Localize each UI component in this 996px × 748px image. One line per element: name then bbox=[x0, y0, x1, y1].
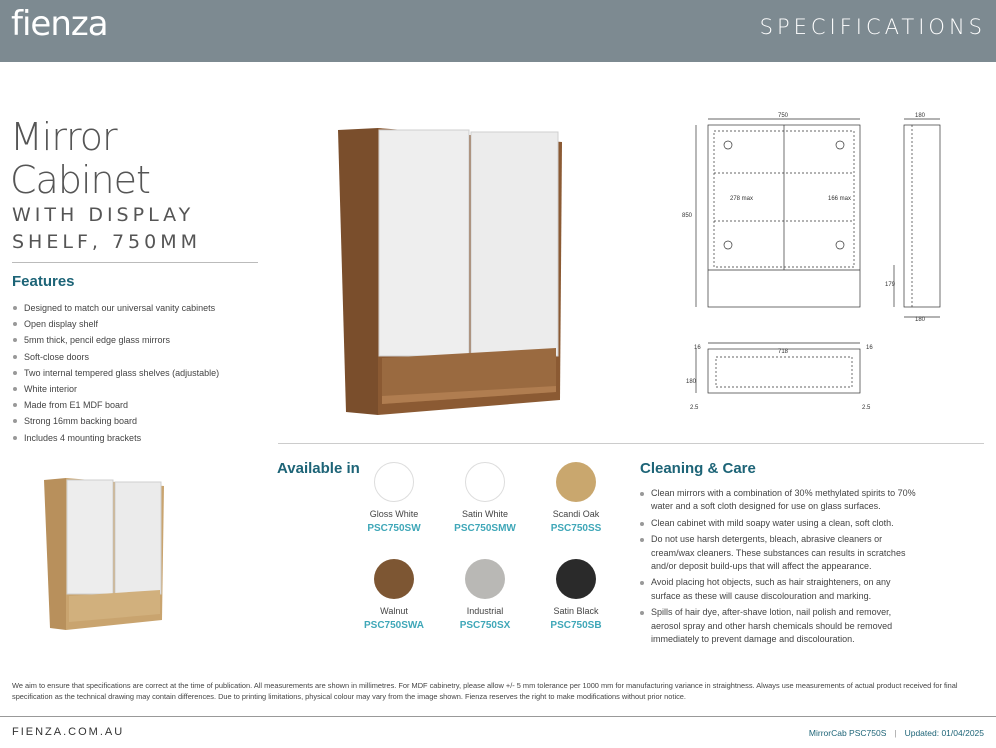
care-item: Avoid placing hot objects, such as hair straighteners, on any surface as these will cause discolouration and marking. bbox=[640, 576, 920, 603]
swatch-satin-white[interactable] bbox=[435, 462, 535, 534]
feature-item: Soft-close doors bbox=[12, 349, 219, 365]
product-image-oak bbox=[40, 474, 170, 634]
dim-180-top: 180 bbox=[915, 113, 926, 119]
color-swatch bbox=[374, 462, 414, 502]
product-code: MirrorCab PSC750S bbox=[808, 728, 887, 738]
feature-item: Includes 4 mounting brackets bbox=[12, 430, 219, 446]
title-line-2: Cabinet bbox=[10, 158, 150, 202]
swatch-code: PSC750SX bbox=[459, 620, 511, 631]
swatch-code: PSC750SS bbox=[550, 523, 602, 534]
available-heading: Available in bbox=[277, 460, 360, 477]
dim-166: 166 max bbox=[828, 196, 852, 202]
feature-item: Open display shelf bbox=[12, 316, 219, 332]
header-bar bbox=[0, 0, 996, 62]
swatch-name: Satin Black bbox=[553, 606, 599, 616]
dim-2-5-left: 2.5 bbox=[690, 405, 699, 411]
technical-drawing bbox=[680, 105, 950, 415]
disclaimer: We aim to ensure that specifications are correct at the time of publication. All measurements are shown in millimetres. For MDF cabinetry, please allow +/- 5 mm tolerance per 1000 mm for manufacturing variance in straightness. Always use measurements of actual product received for final specification as the technical drawing may contain differences. Due to printing limitations, physical colour may vary from the image shown. Fienza reserves the right to make modifications without prior notice. bbox=[12, 681, 958, 701]
care-heading: Cleaning & Care bbox=[640, 460, 756, 477]
swatch-name: Industrial bbox=[466, 606, 504, 616]
section-title: SPECIFICATIONS bbox=[759, 15, 986, 39]
dim-2-5-right: 2.5 bbox=[862, 405, 871, 411]
dim-850: 850 bbox=[682, 213, 693, 219]
care-item: Clean cabinet with mild soapy water using a clean, soft cloth. bbox=[640, 517, 920, 530]
swatch-satin-black[interactable] bbox=[526, 559, 626, 631]
fienza-logo[interactable]: fienza bbox=[11, 4, 108, 44]
divider bbox=[12, 262, 258, 263]
website-link[interactable]: FIENZA.COM.AU bbox=[12, 726, 125, 738]
feature-item: 5mm thick, pencil edge glass mirrors bbox=[12, 332, 219, 348]
title-line-4: SHELF, 750MM bbox=[12, 231, 201, 253]
dim-180-bottom: 180 bbox=[915, 317, 926, 323]
dim-750: 750 bbox=[778, 113, 789, 119]
product-image-walnut bbox=[330, 120, 570, 420]
care-item: Do not use harsh detergents, bleach, abrasive cleaners or cream/wax cleaners. These substances can results in scratches and/or deposit build-ups that will affect the appearance. bbox=[640, 533, 920, 573]
color-swatch bbox=[465, 462, 505, 502]
color-swatch bbox=[465, 559, 505, 599]
feature-item: Two internal tempered glass shelves (adjustable) bbox=[12, 365, 219, 381]
title-line-1: Mirror bbox=[10, 115, 117, 159]
title-line-3: WITH DISPLAY bbox=[12, 204, 195, 226]
swatch-scandi-oak[interactable] bbox=[526, 462, 626, 534]
swatch-gloss-white[interactable] bbox=[344, 462, 444, 534]
swatch-code: PSC750SB bbox=[550, 620, 602, 631]
swatch-code: PSC750SW bbox=[367, 523, 421, 534]
feature-item: Made from E1 MDF board bbox=[12, 397, 219, 413]
swatch-name: Satin White bbox=[461, 509, 509, 519]
swatch-code: PSC750SMW bbox=[454, 523, 516, 534]
dim-180-plan: 180 bbox=[686, 379, 697, 385]
divider bbox=[278, 443, 984, 444]
dim-179: 179 bbox=[885, 282, 896, 288]
color-swatch bbox=[374, 559, 414, 599]
updated-date: Updated: 01/04/2025 bbox=[904, 728, 984, 738]
feature-item: Strong 16mm backing board bbox=[12, 413, 219, 429]
feature-item: Designed to match our universal vanity cabinets bbox=[12, 300, 219, 316]
footer-divider bbox=[0, 716, 996, 717]
swatch-walnut[interactable] bbox=[344, 559, 444, 631]
swatch-industrial[interactable] bbox=[435, 559, 535, 631]
swatch-name: Scandi Oak bbox=[552, 509, 600, 519]
feature-item: White interior bbox=[12, 381, 219, 397]
separator: | bbox=[894, 728, 897, 738]
dim-278: 278 max bbox=[730, 196, 754, 202]
dim-718: 718 bbox=[778, 349, 789, 355]
color-swatch bbox=[556, 462, 596, 502]
features-heading: Features bbox=[12, 273, 75, 290]
features-list bbox=[12, 300, 219, 446]
swatch-code: PSC750SWA bbox=[363, 620, 425, 631]
color-swatch bbox=[556, 559, 596, 599]
swatch-name: Walnut bbox=[380, 606, 408, 616]
swatch-name: Gloss White bbox=[369, 509, 419, 519]
care-list bbox=[640, 487, 920, 649]
dim-16-left: 16 bbox=[694, 345, 701, 351]
care-item: Clean mirrors with a combination of 30% methylated spirits to 70% water and a soft cloth designed for use on glass surfaces. bbox=[640, 487, 920, 514]
care-item: Spills of hair dye, after-shave lotion, nail polish and remover, aerosol spray and other harsh chemicals should be removed immediately to prevent damage and discolouration. bbox=[640, 606, 920, 646]
footer-meta bbox=[809, 728, 984, 738]
dim-16-right: 16 bbox=[866, 345, 873, 351]
